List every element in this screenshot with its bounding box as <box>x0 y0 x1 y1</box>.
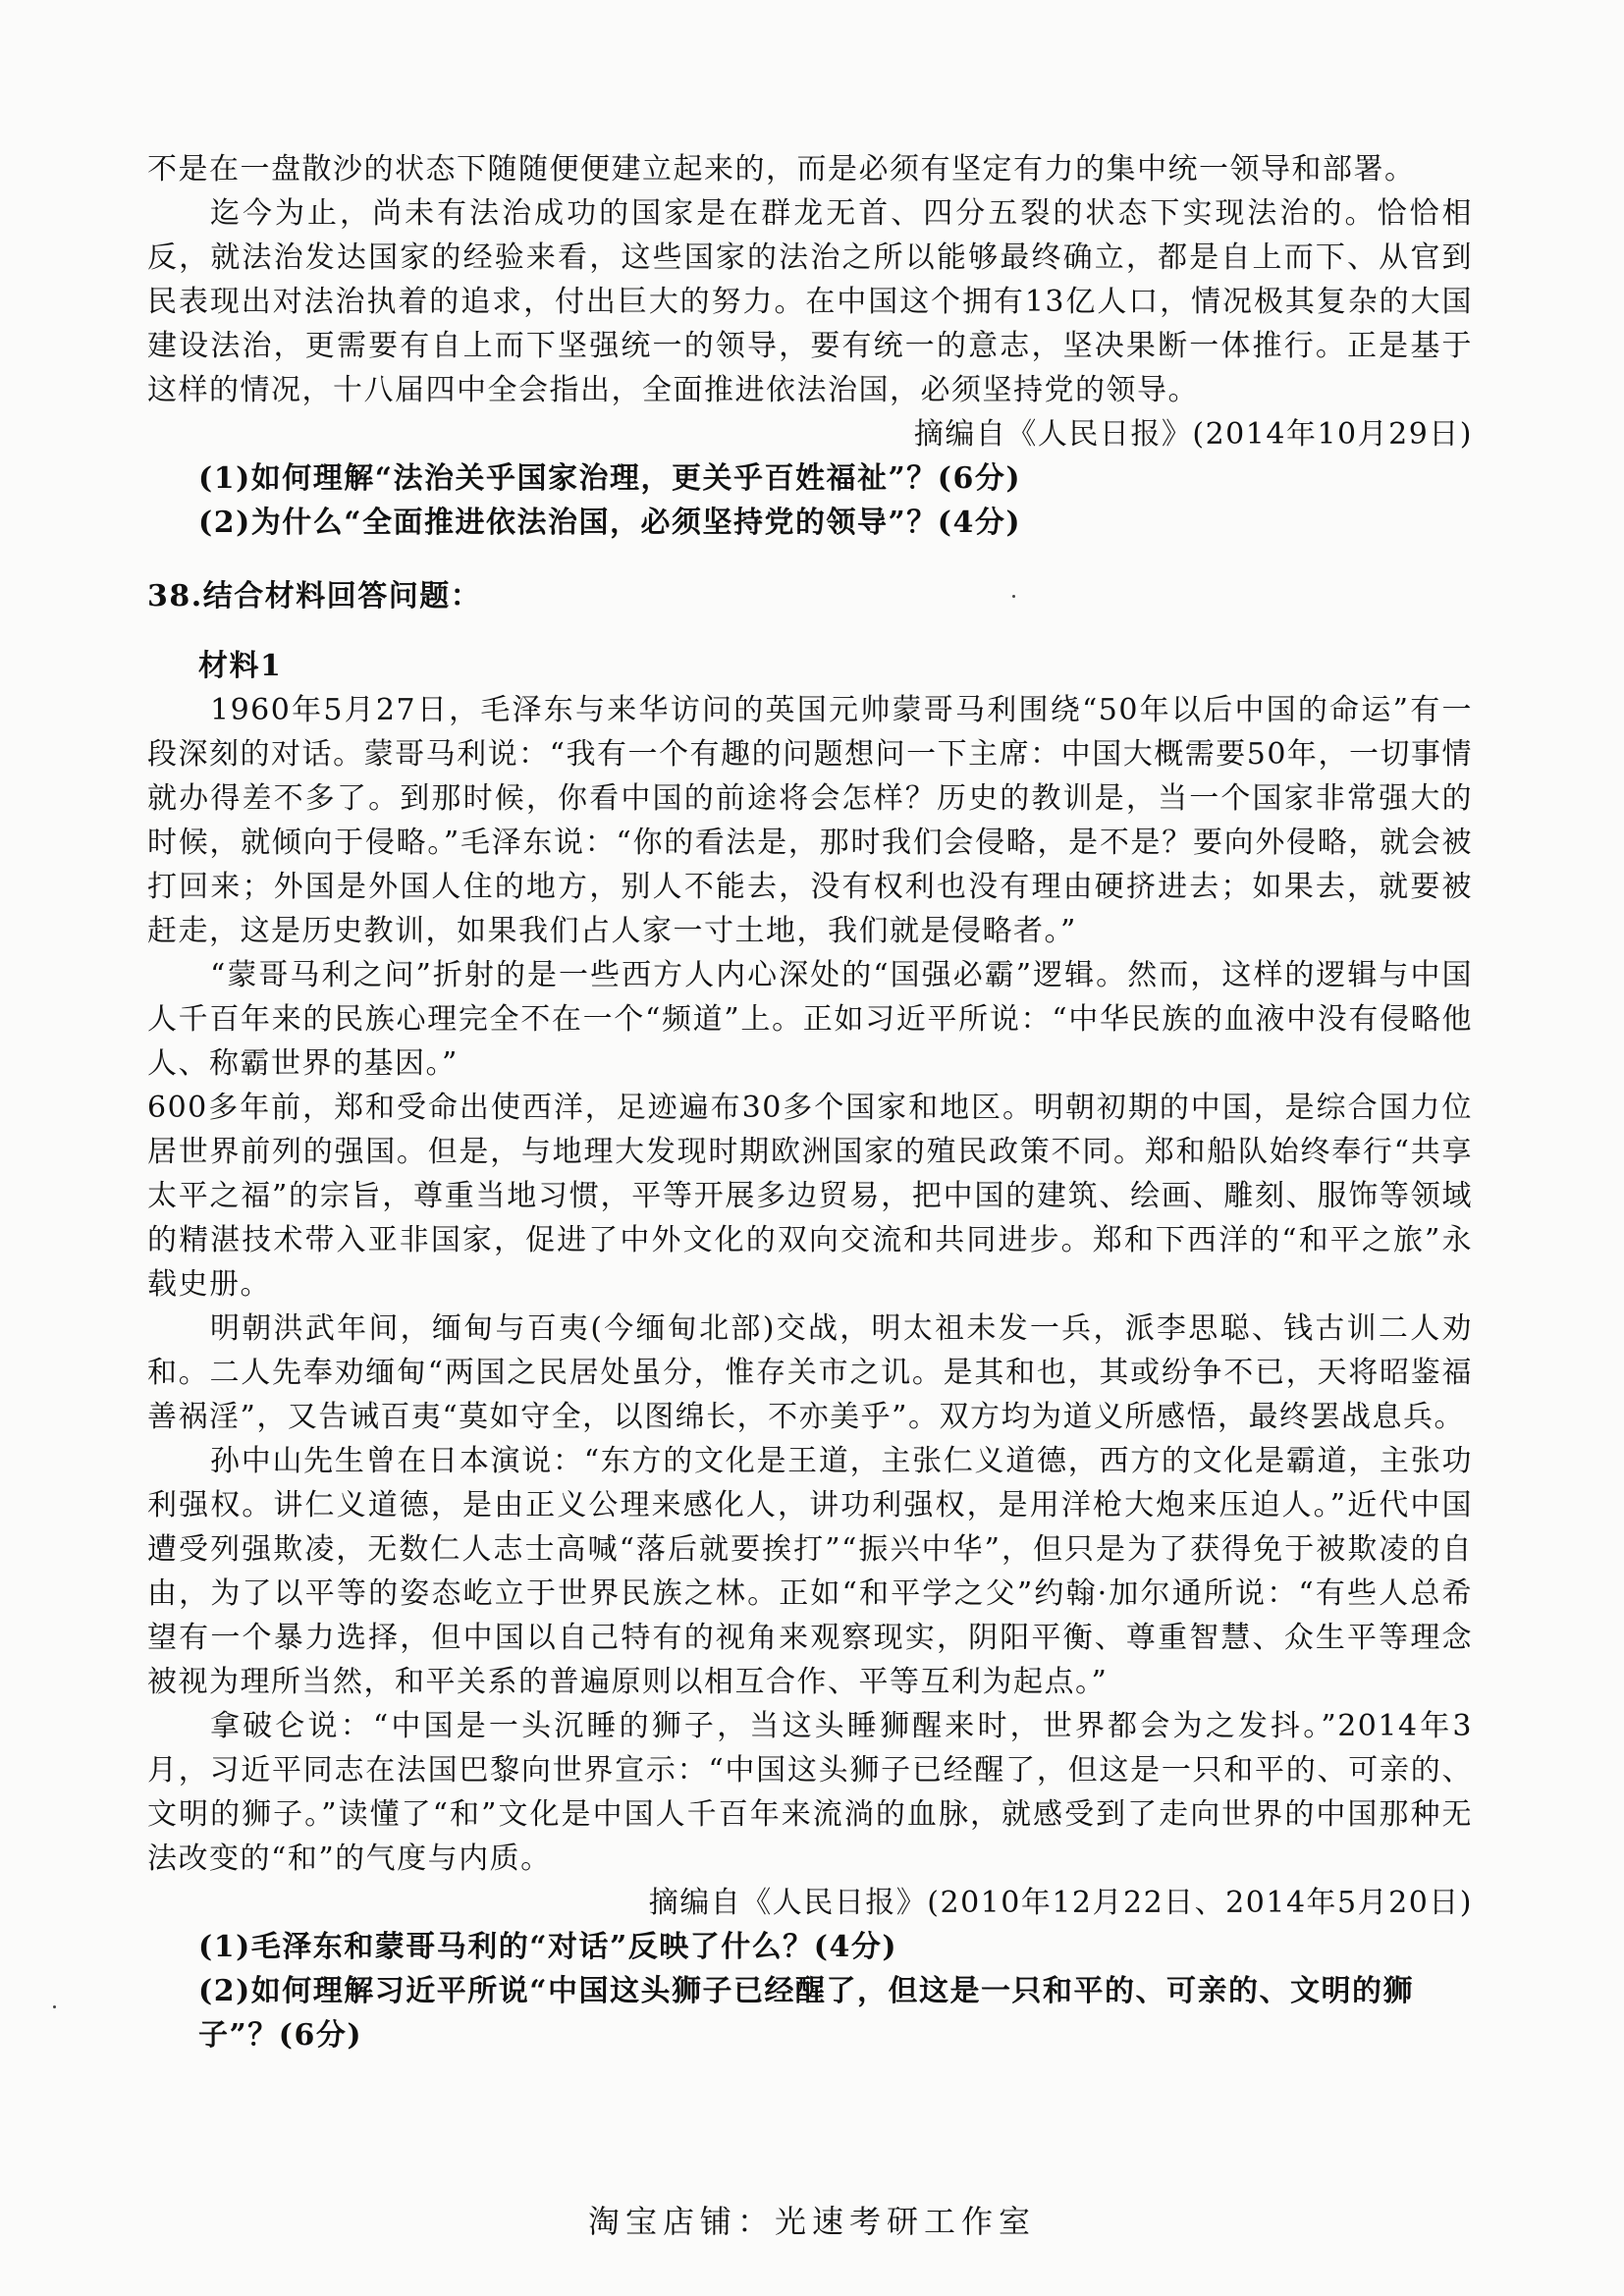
question-38-part-2: (2)如何理解习近平所说“中国这头狮子已经醒了，但这是一只和平的、可亲的、文明的狮子”？(6分) <box>198 1974 1415 2053</box>
material-paragraph: 600多年前，郑和受命出使西洋，足迹遍布30多个国家和地区。明朝初期的中国，是综合国力位居世界前列的强国。但是，与地理大发现时期欧洲国家的殖民政策不同。郑和船队始终奉行“共享太平之福”的宗旨，尊重当地习惯，平等开展多边贸易，把中国的建筑、绘画、雕刻、服饰等领域的精湛技术带入亚非国家，促进了中外文化的双向交流和共同进步。郑和下西洋的“和平之旅”永载史册。 <box>147 1091 1473 1302</box>
question-38-heading: 38.结合材料回答问题： <box>147 579 482 614</box>
prev-question-2: (2)为什么“全面推进依法治国，必须坚持党的领导”？(4分) <box>198 506 1022 540</box>
footer-shop-label: 淘宝店铺：光速考研工作室 <box>587 2203 1036 2240</box>
material-paragraph: 孙中山先生曾在日本演说：“东方的文化是王道，主张仁义道德，西方的文化是霸道，主张功利强权。讲仁义道德，是由正义公理来感化人，讲功利强权，是用洋枪大炮来压迫人。”近代中国遭受列强欺凌，无数仁人志士高喊“落后就要挨打”“振兴中华”，但只是为了获得免于被欺凌的自由，为了以平等的姿态屹立于世界民族之林。正如“和平学之父”约翰·加尔通所说：“有些人总希望有一个暴力选择，但中国以自己特有的视角来观察现实，阴阳平衡、尊重智慧、众生平等理念被视为理所当然，和平关系的普遍原则以相互合作、平等互利为起点。” <box>147 1444 1473 1699</box>
material-source-citation: 摘编自《人民日报》(2010年12月22日、2014年5月20日) <box>648 1886 1473 1920</box>
scan-speck <box>53 2005 56 2008</box>
page-content <box>147 147 1473 2057</box>
question-38-part-1: (1)毛泽东和蒙哥马利的“对话”反映了什么？(4分) <box>198 1930 898 1964</box>
material-paragraph: 1960年5月27日，毛泽东与来华访问的英国元帅蒙哥马利围绕“50年以后中国的命运”有一段深刻的对话。蒙哥马利说：“我有一个有趣的问题想问一下主席：中国大概需要50年，一切事情就办得差不多了。到那时候，你看中国的前途将会怎样？历史的教训是，当一个国家非常强大的时候，就倾向于侵略。”毛泽东说：“你的看法是，那时我们会侵略，是不是？要向外侵略，就会被打回来；外国是外国人住的地方，别人不能去，没有权利也没有理由硬挤进去；如果去，就要被赶走，这是历史教训，如果我们占人家一寸土地，我们就是侵略者。” <box>147 693 1473 948</box>
scan-speck <box>1012 595 1015 598</box>
material-paragraph: “蒙哥马利之问”折射的是一些西方人内心深处的“国强必霸”逻辑。然而，这样的逻辑与中国人千百年来的民族心理完全不在一个“频道”上。正如习近平所说：“中华民族的血液中没有侵略他人、称霸世界的基因。” <box>147 958 1473 1081</box>
material-paragraph: 拿破仑说：“中国是一头沉睡的狮子，当这头睡狮醒来时，世界都会为之发抖。”2014年3月，习近平同志在法国巴黎向世界宣示：“中国这头狮子已经醒了，但这是一只和平的、可亲的、文明的狮子。”读懂了“和”文化是中国人千百年来流淌的血脉，就感受到了走向世界的中国那种无法改变的“和”的气度与内质。 <box>147 1709 1473 1876</box>
prev-paragraph-end: 不是在一盘散沙的状态下随随便便建立起来的，而是必须有坚定有力的集中统一领导和部署。 <box>147 152 1416 187</box>
prev-source-citation: 摘编自《人民日报》(2014年10月29日) <box>913 417 1473 452</box>
material-label: 材料1 <box>198 649 283 683</box>
prev-paragraph: 迄今为止，尚未有法治成功的国家是在群龙无首、四分五裂的状态下实现法治的。恰恰相反，就法治发达国家的经验来看，这些国家的法治之所以能够最终确立，都是自上而下、从官到民表现出对法治执着的追求，付出巨大的努力。在中国这个拥有13亿人口，情况极其复杂的大国建设法治，更需要有自上而下坚强统一的领导，要有统一的意志，坚决果断一体推行。正是基于这样的情况，十八届四中全会指出，全面推进依法治国，必须坚持党的领导。 <box>147 196 1473 407</box>
prev-question-1: (1)如何理解“法治关乎国家治理，更关乎百姓福祉”？(6分) <box>198 461 1022 496</box>
material-paragraph: 明朝洪武年间，缅甸与百夷(今缅甸北部)交战，明太祖未发一兵，派李思聪、钱古训二人劝和。二人先奉劝缅甸“两国之民居处虽分，惟存关市之讥。是其和也，其或纷争不已，天将昭鉴福善祸淫”，又告诫百夷“莫如守全，以图绵长，不亦美乎”。双方均为道义所感悟，最终罢战息兵。 <box>147 1311 1473 1434</box>
